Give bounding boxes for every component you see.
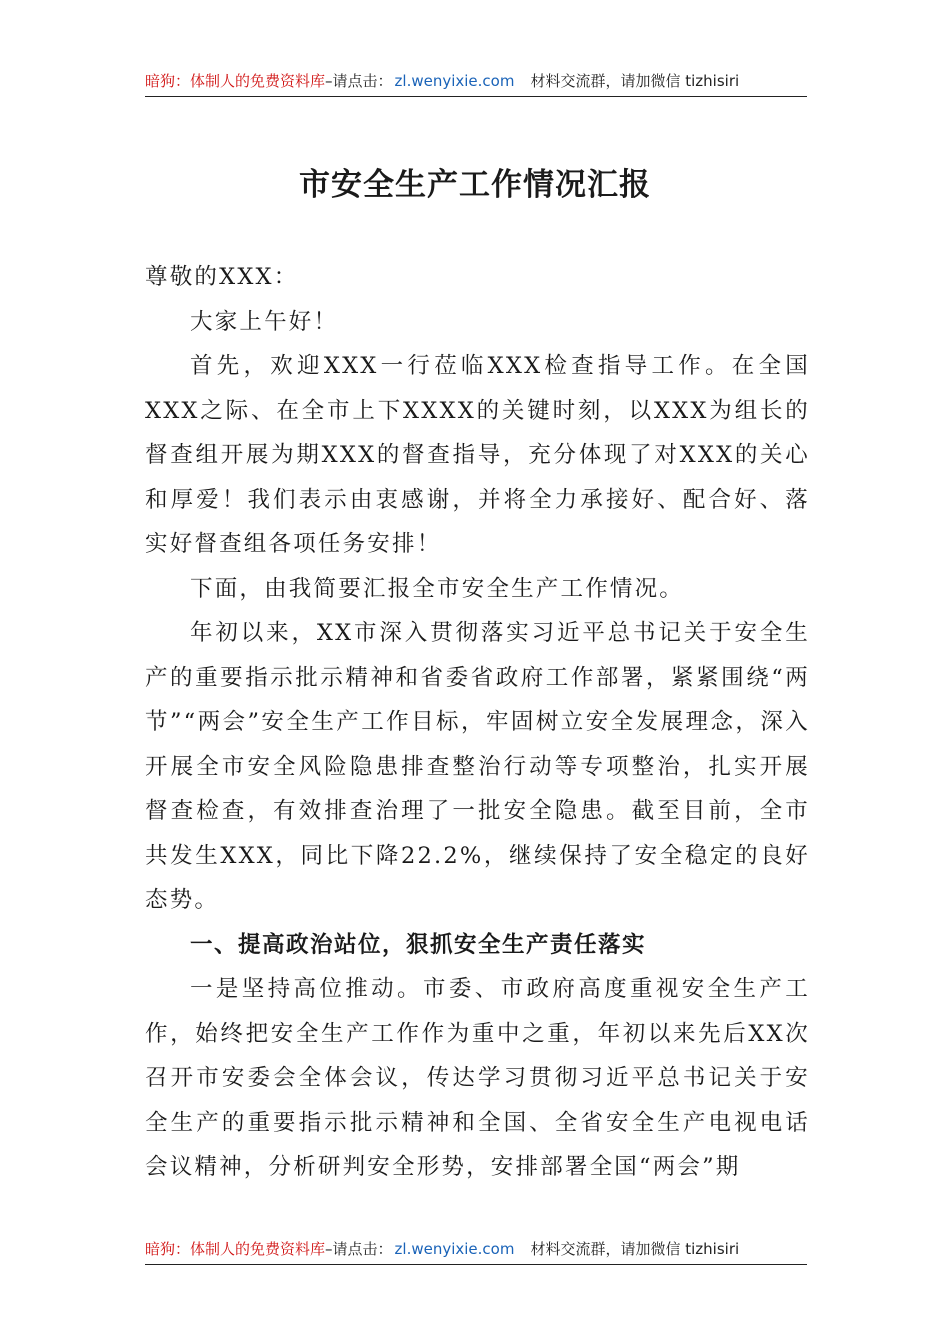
- banner-group-info: 材料交流群，请加微信 tizhisiri: [530, 1240, 740, 1258]
- banner-click-label: 请点击：: [332, 1240, 393, 1258]
- section-paragraph: 一是坚持高位推动。市委、市政府高度重视安全生产工作，始终把安全生产工作作为重中之重，年初以来先后XX次召开市安委会全体会议，传达学习贯彻习近平总书记关于安全生产的重要指示批示精神和全国、全省安全生产电视电话会议精神，分析研判安全形势，安排部署全国“两会”期: [145, 976, 810, 1180]
- document-body: [145, 255, 810, 1190]
- banner-link[interactable]: zl.wenyixie.com: [394, 1240, 515, 1258]
- banner-brand: 暗狗：体制人的免费资料库: [145, 72, 326, 90]
- section-heading: 一、提高政治站位，狠抓安全生产责任落实: [190, 931, 647, 958]
- banner-dash: –: [325, 1240, 333, 1258]
- banner-brand: 暗狗：体制人的免费资料库: [145, 1240, 326, 1258]
- paragraph: 下面，由我简要汇报全市安全生产工作情况。: [190, 575, 685, 602]
- banner-click-label: 请点击：: [332, 72, 393, 90]
- paragraph: 首先，欢迎XXX一行莅临XXX检查指导工作。在全国XXX之际、在全市上下XXXX的关键时刻，以XXX为组长的督查组开展为期XXX的督查指导，充分体现了对XXX的关心和厚爱！我们表示由衷感谢，并将全力承接好、配合好、落实好督查组各项任务安排！: [145, 353, 810, 557]
- greeting: 大家上午好！: [190, 308, 339, 335]
- banner-link[interactable]: zl.wenyixie.com: [394, 72, 515, 90]
- banner-dash: –: [325, 72, 333, 90]
- footer-banner: [145, 1234, 807, 1265]
- salutation: 尊敬的XXX：: [145, 264, 299, 290]
- paragraph: 年初以来，XX市深入贯彻落实习近平总书记关于安全生产的重要指示批示精神和省委省政府工作部署，紧紧围绕“两节”“两会”安全生产工作目标，牢固树立安全发展理念，深入开展全市安全风险隐患排查整治行动等专项整治，扎实开展督查检查，有效排查治理了一批安全隐患。截至目前，全市共发生XXX，同比下降22.2%，继续保持了安全稳定的良好态势。: [145, 620, 810, 913]
- document-title: 市安全生产工作情况汇报: [299, 167, 651, 203]
- header-banner: [145, 66, 807, 97]
- banner-group-info: 材料交流群，请加微信 tizhisiri: [530, 72, 740, 90]
